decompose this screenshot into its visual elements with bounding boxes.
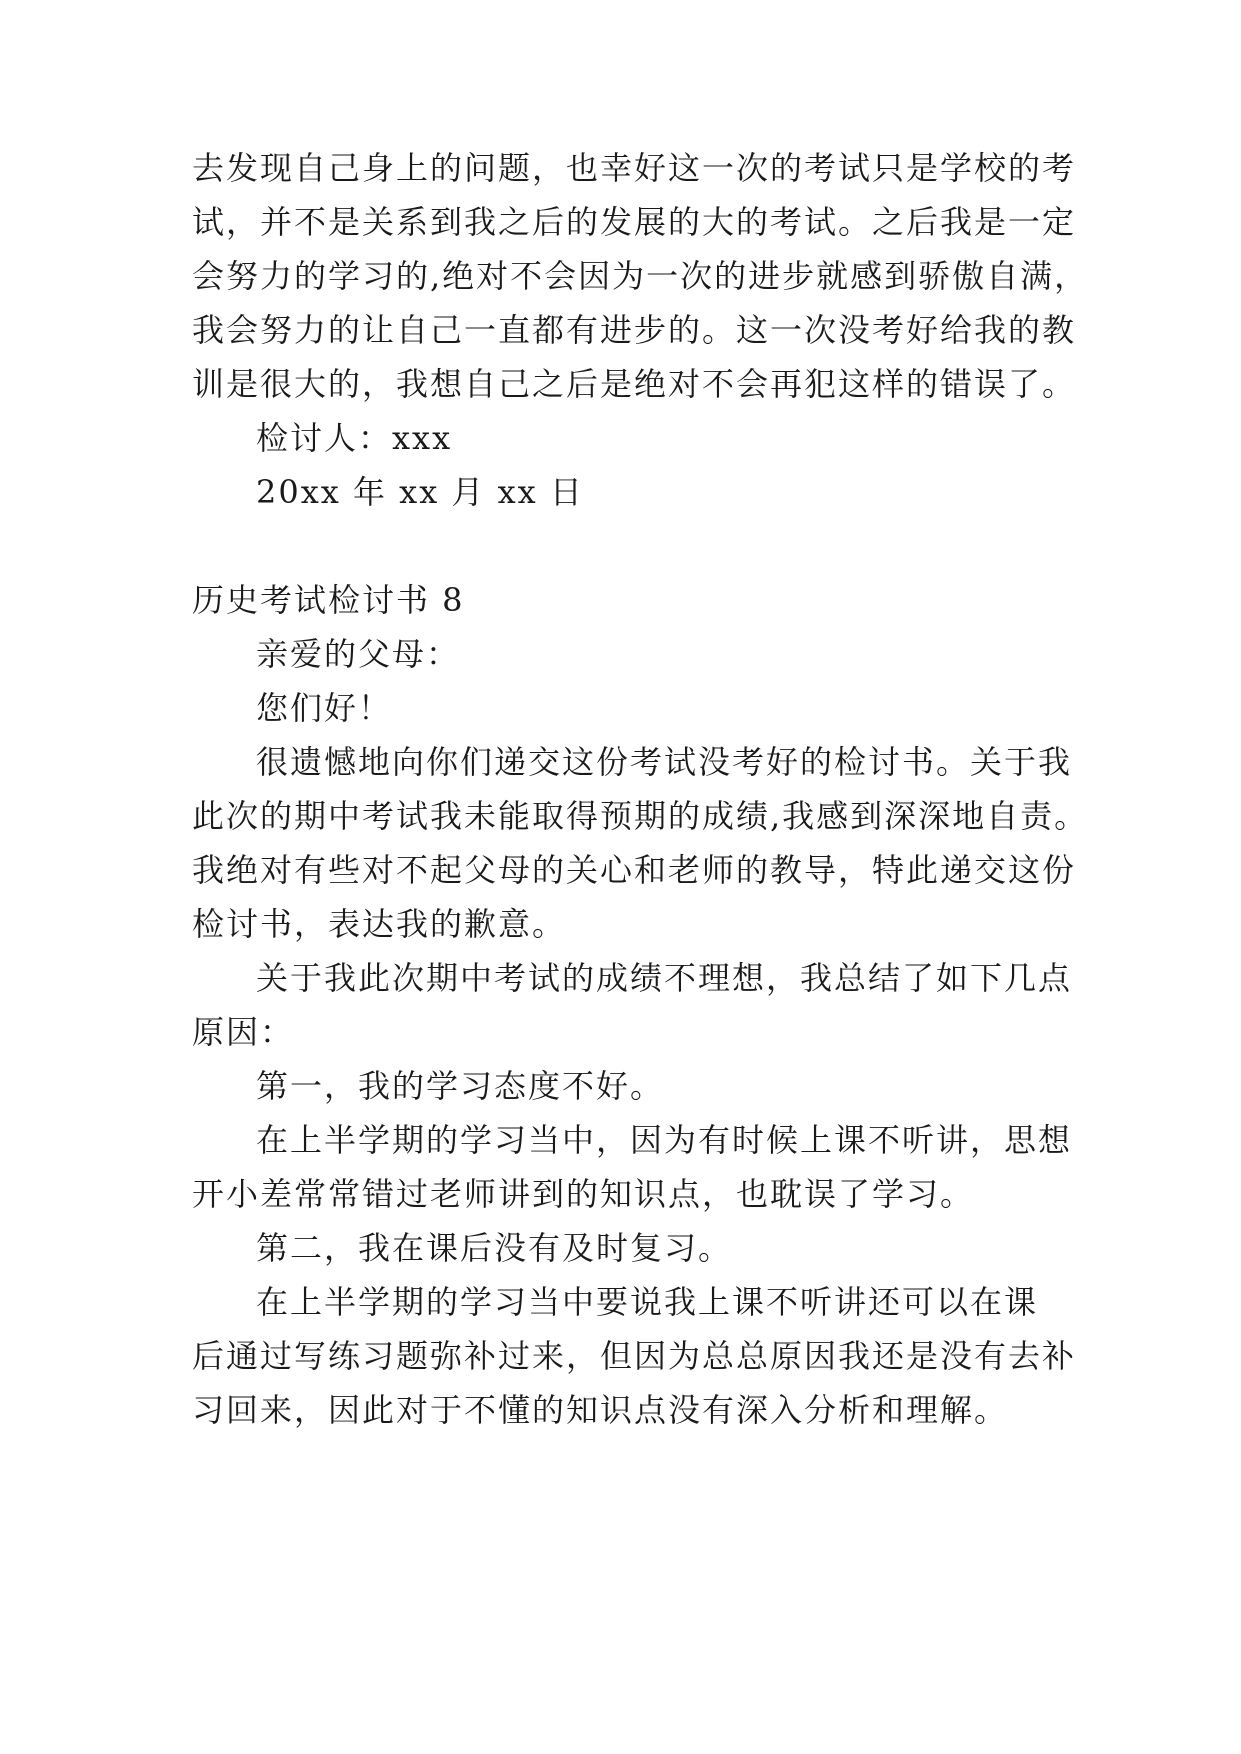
salutation: 亲爱的父母： — [256, 635, 461, 673]
text-line: 关于我此次期中考试的成绩不理想，我总结了如下几点 — [256, 959, 1073, 997]
text-line: 试，并不是关系到我之后的发展的大的考试。之后我是一定 — [192, 203, 1077, 241]
text-line: 在上半学期的学习当中要说我上课不听讲还可以在课 — [256, 1283, 1039, 1321]
text-line: 此次的期中考试我未能取得预期的成绩,我感到深深地自责。 — [192, 797, 1089, 835]
point-title: 第一，我的学习态度不好。 — [256, 1067, 665, 1105]
text-line: 去发现自己身上的问题，也幸好这一次的考试只是学校的考 — [192, 149, 1077, 187]
text-line: 训是很大的，我想自己之后是绝对不会再犯这样的错误了。 — [192, 365, 1077, 403]
text-line: 我绝对有些对不起父母的关心和老师的教导，特此递交这份 — [192, 851, 1077, 889]
text-line: 很遗憾地向你们递交这份考试没考好的检讨书。关于我 — [256, 743, 1073, 781]
text-line: 检讨书，表达我的歉意。 — [192, 905, 567, 943]
text-line: 后通过写练习题弥补过来，但因为总总原因我还是没有去补 — [192, 1337, 1077, 1375]
text-line: 我会努力的让自己一直都有进步的。这一次没考好给我的教 — [192, 311, 1077, 349]
date: 20xx 年 xx 月 xx 日 — [256, 473, 584, 511]
greeting: 您们好！ — [256, 689, 393, 727]
text-line: 习回来，因此对于不懂的知识点没有深入分析和理解。 — [192, 1391, 1009, 1429]
text-line: 开小差常常错过老师讲到的知识点，也耽误了学习。 — [192, 1175, 975, 1213]
section-title: 历史考试检讨书 8 — [192, 581, 465, 619]
signature: 检讨人：xxx — [256, 419, 453, 457]
text-line: 原因： — [192, 1013, 295, 1051]
point-title: 第二，我在课后没有及时复习。 — [256, 1229, 733, 1267]
text-line: 会努力的学习的,绝对不会因为一次的进步就感到骄傲自满， — [192, 257, 1089, 295]
text-line: 在上半学期的学习当中，因为有时候上课不听讲，思想 — [256, 1121, 1073, 1159]
